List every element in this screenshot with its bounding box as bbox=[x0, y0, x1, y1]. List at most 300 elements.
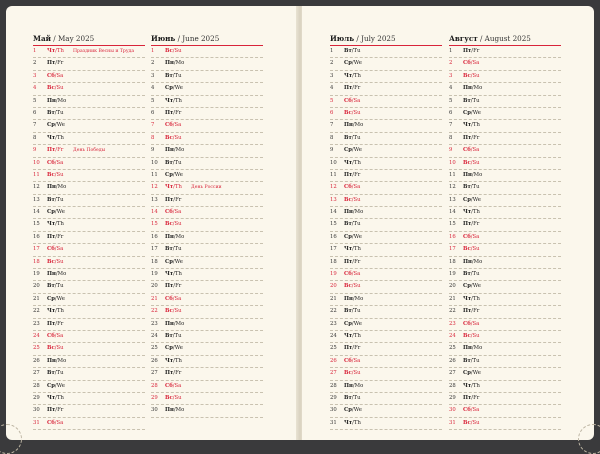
weekday-ru: Пн bbox=[165, 233, 174, 240]
weekday-en: /Su bbox=[470, 159, 480, 166]
day-row bbox=[330, 120, 442, 132]
weekday-ru: Вт bbox=[463, 97, 471, 104]
weekday bbox=[463, 281, 481, 292]
weekday-ru: Вс bbox=[463, 159, 471, 166]
day-number: 2 bbox=[449, 60, 453, 67]
weekday-ru: Пн bbox=[344, 209, 353, 216]
day-row bbox=[330, 306, 442, 318]
day-row bbox=[449, 244, 561, 256]
month-heading: Июль / July 2025 bbox=[330, 34, 442, 46]
day-number: 8 bbox=[330, 134, 334, 141]
day-number: 19 bbox=[151, 271, 158, 278]
weekday bbox=[165, 182, 182, 193]
day-number: 15 bbox=[151, 221, 158, 228]
day-row bbox=[449, 108, 561, 120]
day-row bbox=[449, 269, 561, 281]
day-row bbox=[330, 158, 442, 170]
day-row bbox=[33, 96, 145, 108]
weekday bbox=[165, 381, 181, 392]
day-row bbox=[449, 393, 561, 405]
day-number: 20 bbox=[330, 283, 337, 290]
day-number: 22 bbox=[330, 308, 337, 315]
weekday bbox=[344, 83, 360, 94]
day-number: 3 bbox=[449, 72, 453, 79]
day-number: 17 bbox=[151, 246, 158, 253]
weekday bbox=[344, 257, 360, 268]
weekday bbox=[165, 368, 181, 379]
day-number: 18 bbox=[33, 258, 40, 265]
weekday-en: /Su bbox=[172, 48, 182, 54]
day-row bbox=[151, 356, 263, 368]
weekday-ru: Пт bbox=[47, 407, 56, 414]
day-number: 11 bbox=[151, 171, 158, 178]
weekday-ru: Сб bbox=[344, 271, 352, 278]
day-row bbox=[33, 405, 145, 417]
day-row bbox=[151, 108, 263, 120]
weekday-ru: Пт bbox=[165, 370, 174, 377]
day-number: 5 bbox=[449, 97, 453, 104]
day-row bbox=[151, 405, 263, 417]
weekday-ru: Чт bbox=[165, 184, 174, 191]
day-row bbox=[151, 170, 263, 182]
weekday bbox=[344, 96, 360, 107]
weekday-en: /Th bbox=[352, 419, 361, 426]
weekday bbox=[344, 133, 361, 144]
day-row bbox=[449, 170, 561, 182]
weekday-en: /Sa bbox=[470, 233, 480, 240]
day-number: 11 bbox=[449, 171, 456, 178]
weekday-en: /Mo bbox=[352, 209, 364, 216]
weekday-en: /Sa bbox=[54, 419, 64, 426]
day-row bbox=[449, 368, 561, 380]
weekday bbox=[344, 331, 361, 342]
corner-decoration bbox=[578, 424, 600, 454]
weekday-en: /Th bbox=[471, 295, 480, 302]
weekday-en: /We bbox=[351, 407, 362, 414]
weekday bbox=[47, 356, 66, 367]
day-row bbox=[151, 158, 263, 170]
weekday-en: /Fr bbox=[471, 134, 480, 141]
weekday-ru: Вс bbox=[344, 370, 352, 377]
weekday-en: /Tu bbox=[54, 283, 64, 290]
weekday-en: /Fr bbox=[471, 394, 480, 401]
weekday-ru: Пт bbox=[463, 48, 472, 54]
weekday bbox=[463, 368, 481, 379]
weekday-en: /Mo bbox=[471, 258, 483, 265]
weekday-en: /Fr bbox=[55, 233, 64, 240]
day-number: 6 bbox=[449, 109, 453, 116]
day-number: 10 bbox=[33, 159, 40, 166]
weekday-ru: Сб bbox=[463, 60, 471, 67]
weekday-en: /Fr bbox=[55, 407, 64, 414]
day-row bbox=[449, 294, 561, 306]
day-number: 1 bbox=[151, 48, 155, 54]
weekday-en: /Th bbox=[55, 221, 64, 228]
weekday bbox=[165, 219, 182, 230]
weekday-en: /Th bbox=[471, 209, 480, 216]
day-row bbox=[330, 294, 442, 306]
weekday bbox=[344, 195, 361, 206]
day-row bbox=[151, 232, 263, 244]
weekday-ru: Пт bbox=[344, 258, 353, 265]
weekday-ru: Чт bbox=[344, 419, 353, 426]
day-row bbox=[330, 207, 442, 219]
weekday-ru: Вт bbox=[344, 134, 352, 141]
weekday-en: /Mo bbox=[173, 233, 185, 240]
weekday-ru: Пт bbox=[47, 147, 56, 154]
day-row bbox=[330, 133, 442, 145]
weekday-ru: Вт bbox=[463, 184, 471, 191]
weekday bbox=[463, 207, 480, 218]
weekday-en: /We bbox=[470, 283, 481, 290]
weekday-en: /Su bbox=[54, 171, 64, 178]
day-number: 8 bbox=[151, 134, 155, 141]
day-row bbox=[151, 269, 263, 281]
day-number: 4 bbox=[449, 85, 453, 92]
weekday-en: /Su bbox=[172, 221, 182, 228]
weekday bbox=[463, 381, 480, 392]
weekday-ru: Ср bbox=[463, 196, 471, 203]
weekday bbox=[165, 71, 182, 82]
weekday-en: /Sa bbox=[470, 60, 480, 67]
day-number: 14 bbox=[330, 209, 337, 216]
weekday bbox=[463, 257, 482, 268]
weekday-en: /Fr bbox=[352, 171, 361, 178]
day-row bbox=[330, 232, 442, 244]
weekday-ru: Чт bbox=[165, 97, 174, 104]
day-row bbox=[33, 331, 145, 343]
weekday bbox=[165, 257, 183, 268]
weekday bbox=[463, 232, 479, 243]
weekday-en: /Th bbox=[352, 159, 361, 166]
weekday-ru: Пн bbox=[463, 258, 472, 265]
weekday-ru: Ср bbox=[344, 60, 352, 67]
day-number: 31 bbox=[33, 419, 40, 426]
weekday-ru: Чт bbox=[47, 221, 56, 228]
day-row bbox=[330, 195, 442, 207]
day-number: 21 bbox=[33, 295, 40, 302]
day-number: 3 bbox=[330, 72, 334, 79]
weekday-en: /Tu bbox=[54, 196, 64, 203]
weekday bbox=[47, 108, 64, 119]
weekday-en: /Tu bbox=[54, 370, 64, 377]
weekday bbox=[344, 232, 362, 243]
month-column-july bbox=[330, 34, 442, 430]
weekday-en: /Tu bbox=[172, 159, 182, 166]
weekday-en: /Mo bbox=[352, 122, 364, 129]
day-row bbox=[449, 58, 561, 70]
weekday-ru: Вт bbox=[47, 196, 55, 203]
weekday-en: /Tu bbox=[172, 72, 182, 79]
weekday-en: /Tu bbox=[172, 246, 182, 253]
day-row bbox=[151, 83, 263, 95]
day-number: 1 bbox=[449, 48, 453, 54]
weekday-en: /Mo bbox=[352, 382, 364, 389]
weekday-en: /Su bbox=[351, 370, 361, 377]
weekday-ru: Пт bbox=[47, 233, 56, 240]
weekday bbox=[47, 331, 63, 342]
day-row bbox=[33, 207, 145, 219]
weekday bbox=[47, 46, 64, 57]
weekday-ru: Пн bbox=[165, 60, 174, 67]
day-row bbox=[33, 269, 145, 281]
weekday-en: /Sa bbox=[351, 184, 361, 191]
weekday-ru: Вс bbox=[344, 109, 352, 116]
weekday-ru: Вс bbox=[344, 283, 352, 290]
weekday-ru: Сб bbox=[463, 233, 471, 240]
day-number: 7 bbox=[151, 122, 155, 129]
weekday-ru: Вт bbox=[47, 370, 55, 377]
day-number: 2 bbox=[330, 60, 334, 67]
weekday bbox=[47, 158, 63, 169]
weekday-ru: Вс bbox=[165, 134, 173, 141]
day-row bbox=[330, 418, 442, 430]
weekday-ru: Вт bbox=[165, 332, 173, 339]
day-number: 20 bbox=[449, 283, 456, 290]
day-row bbox=[449, 257, 561, 269]
weekday-ru: Чт bbox=[463, 382, 472, 389]
weekday-ru: Вс bbox=[165, 308, 173, 315]
weekday bbox=[47, 58, 63, 69]
day-number: 26 bbox=[449, 357, 456, 364]
weekday-en: /Tu bbox=[470, 271, 480, 278]
weekday bbox=[463, 83, 482, 94]
day-row bbox=[33, 306, 145, 318]
weekday-en: /Mo bbox=[55, 184, 67, 191]
day-number: 25 bbox=[151, 345, 158, 352]
weekday-en: /We bbox=[351, 233, 362, 240]
day-number: 17 bbox=[330, 246, 337, 253]
weekday bbox=[344, 182, 360, 193]
day-number: 12 bbox=[330, 184, 337, 191]
day-row bbox=[33, 83, 145, 95]
weekday-ru: Пн bbox=[165, 320, 174, 327]
weekday-en: /Mo bbox=[471, 345, 483, 352]
weekday bbox=[463, 269, 480, 280]
month-column-august bbox=[449, 34, 561, 430]
weekday bbox=[47, 257, 64, 268]
day-row bbox=[33, 219, 145, 231]
day-number: 16 bbox=[330, 233, 337, 240]
day-number: 19 bbox=[330, 271, 337, 278]
weekday bbox=[463, 418, 480, 429]
day-row bbox=[33, 108, 145, 120]
weekday-ru: Вт bbox=[463, 357, 471, 364]
weekday-en: /Mo bbox=[55, 97, 67, 104]
day-row bbox=[330, 281, 442, 293]
weekday-en: /Th bbox=[55, 394, 64, 401]
weekday bbox=[463, 158, 480, 169]
weekday-en: /Th bbox=[352, 72, 361, 79]
weekday-ru: Чт bbox=[165, 357, 174, 364]
day-row bbox=[33, 393, 145, 405]
weekday bbox=[47, 207, 65, 218]
weekday-en: /Su bbox=[470, 419, 480, 426]
weekday bbox=[344, 405, 362, 416]
weekday bbox=[463, 145, 479, 156]
weekday-en: /Sa bbox=[470, 320, 480, 327]
day-row bbox=[330, 170, 442, 182]
day-row bbox=[151, 281, 263, 293]
weekday-en: /Tu bbox=[351, 134, 361, 141]
weekday-ru: Сб bbox=[165, 209, 173, 216]
weekday bbox=[344, 108, 361, 119]
weekday-en: /Th bbox=[471, 382, 480, 389]
day-number: 24 bbox=[449, 332, 456, 339]
weekday bbox=[463, 46, 479, 57]
day-number: 27 bbox=[330, 370, 337, 377]
day-row bbox=[33, 145, 145, 157]
day-number: 9 bbox=[151, 147, 155, 154]
day-number: 12 bbox=[151, 184, 158, 191]
day-number: 3 bbox=[151, 72, 155, 79]
weekday-en: /Su bbox=[54, 258, 64, 265]
day-row bbox=[330, 219, 442, 231]
weekday-en: /We bbox=[470, 370, 481, 377]
day-row bbox=[449, 145, 561, 157]
day-row bbox=[449, 133, 561, 145]
day-number: 13 bbox=[449, 196, 456, 203]
weekday-ru: Пт bbox=[47, 320, 56, 327]
day-row bbox=[151, 120, 263, 132]
weekday-en: /Sa bbox=[54, 159, 64, 166]
weekday-ru: Ср bbox=[344, 147, 352, 154]
weekday-en: /Mo bbox=[471, 85, 483, 92]
weekday bbox=[165, 170, 183, 181]
weekday-en: /We bbox=[172, 345, 183, 352]
weekday bbox=[344, 393, 361, 404]
day-row bbox=[449, 405, 561, 417]
weekday-ru: Вс bbox=[47, 85, 55, 92]
weekday bbox=[165, 96, 182, 107]
day-number: 11 bbox=[33, 171, 40, 178]
day-number: 23 bbox=[33, 320, 40, 327]
weekday-en: /Mo bbox=[471, 171, 483, 178]
weekday-ru: Вт bbox=[344, 308, 352, 315]
day-number: 13 bbox=[330, 196, 337, 203]
day-number: 3 bbox=[33, 72, 37, 79]
day-number: 15 bbox=[330, 221, 337, 228]
weekday-ru: Ср bbox=[344, 233, 352, 240]
weekday-en: /Sa bbox=[470, 407, 480, 414]
weekday bbox=[463, 343, 482, 354]
day-row bbox=[330, 83, 442, 95]
weekday-en: /Sa bbox=[54, 246, 64, 253]
weekday-ru: Пт bbox=[344, 171, 353, 178]
weekday-ru: Вт bbox=[344, 48, 352, 54]
day-row bbox=[449, 356, 561, 368]
weekday bbox=[165, 405, 184, 416]
weekday bbox=[47, 368, 64, 379]
day-number: 21 bbox=[151, 295, 158, 302]
weekday-ru: Сб bbox=[47, 332, 55, 339]
weekday-ru: Вс bbox=[47, 345, 55, 352]
weekday-en: /Th bbox=[352, 332, 361, 339]
day-number: 9 bbox=[449, 147, 453, 154]
day-number: 7 bbox=[449, 122, 453, 129]
weekday-en: /Sa bbox=[172, 295, 182, 302]
weekday-en: /Sa bbox=[470, 147, 480, 154]
weekday-ru: Чт bbox=[47, 308, 56, 315]
weekday bbox=[47, 306, 64, 317]
weekday-ru: Пт bbox=[165, 109, 174, 116]
day-number: 14 bbox=[449, 209, 456, 216]
day-number: 9 bbox=[33, 147, 37, 154]
day-row bbox=[330, 356, 442, 368]
weekday-en: /Fr bbox=[471, 308, 480, 315]
weekday-en: /We bbox=[172, 85, 183, 92]
weekday-en: /Th bbox=[173, 357, 182, 364]
day-number: 14 bbox=[151, 209, 158, 216]
day-row bbox=[330, 405, 442, 417]
weekday-en: /We bbox=[351, 320, 362, 327]
weekday bbox=[344, 46, 361, 57]
weekday bbox=[165, 306, 182, 317]
day-row bbox=[151, 393, 263, 405]
day-number: 28 bbox=[151, 382, 158, 389]
day-row bbox=[33, 356, 145, 368]
day-number: 16 bbox=[33, 233, 40, 240]
weekday-ru: Пт bbox=[463, 394, 472, 401]
day-row bbox=[151, 381, 263, 393]
day-number: 15 bbox=[33, 221, 40, 228]
day-number: 13 bbox=[33, 196, 40, 203]
weekday-ru: Чт bbox=[344, 72, 353, 79]
weekday-en: /Th bbox=[173, 97, 182, 104]
weekday-ru: Вт bbox=[47, 283, 55, 290]
weekday bbox=[463, 195, 481, 206]
weekday-en: /Tu bbox=[351, 394, 361, 401]
weekday-ru: Вт bbox=[165, 72, 173, 79]
day-row bbox=[33, 257, 145, 269]
weekday bbox=[344, 244, 361, 255]
weekday bbox=[47, 232, 63, 243]
day-number: 6 bbox=[151, 109, 155, 116]
day-row bbox=[33, 244, 145, 256]
weekday bbox=[344, 219, 361, 230]
day-row bbox=[33, 381, 145, 393]
weekday-en: /Fr bbox=[55, 60, 64, 67]
weekday-ru: Вс bbox=[463, 332, 471, 339]
day-number: 9 bbox=[330, 147, 334, 154]
weekday bbox=[463, 133, 479, 144]
weekday-en: /Fr bbox=[173, 370, 182, 377]
day-row bbox=[330, 145, 442, 157]
day-row bbox=[33, 46, 145, 58]
weekday bbox=[344, 343, 360, 354]
day-number: 4 bbox=[151, 85, 155, 92]
weekday-ru: Вс bbox=[463, 246, 471, 253]
day-row bbox=[33, 232, 145, 244]
weekday bbox=[47, 170, 64, 181]
weekday-en: /Mo bbox=[173, 407, 185, 414]
day-row bbox=[151, 257, 263, 269]
day-row bbox=[33, 158, 145, 170]
day-number: 25 bbox=[33, 345, 40, 352]
weekday bbox=[463, 356, 480, 367]
day-list bbox=[151, 46, 263, 418]
weekday-en: /Mo bbox=[352, 295, 364, 302]
day-row bbox=[151, 46, 263, 58]
weekday-ru: Сб bbox=[47, 419, 55, 426]
day-number: 18 bbox=[330, 258, 337, 265]
day-number: 11 bbox=[330, 171, 337, 178]
weekday bbox=[47, 405, 63, 416]
weekday-en: /Tu bbox=[470, 357, 480, 364]
weekday-en: /Fr bbox=[173, 109, 182, 116]
weekday-en: /Fr bbox=[55, 320, 64, 327]
weekday bbox=[463, 294, 480, 305]
